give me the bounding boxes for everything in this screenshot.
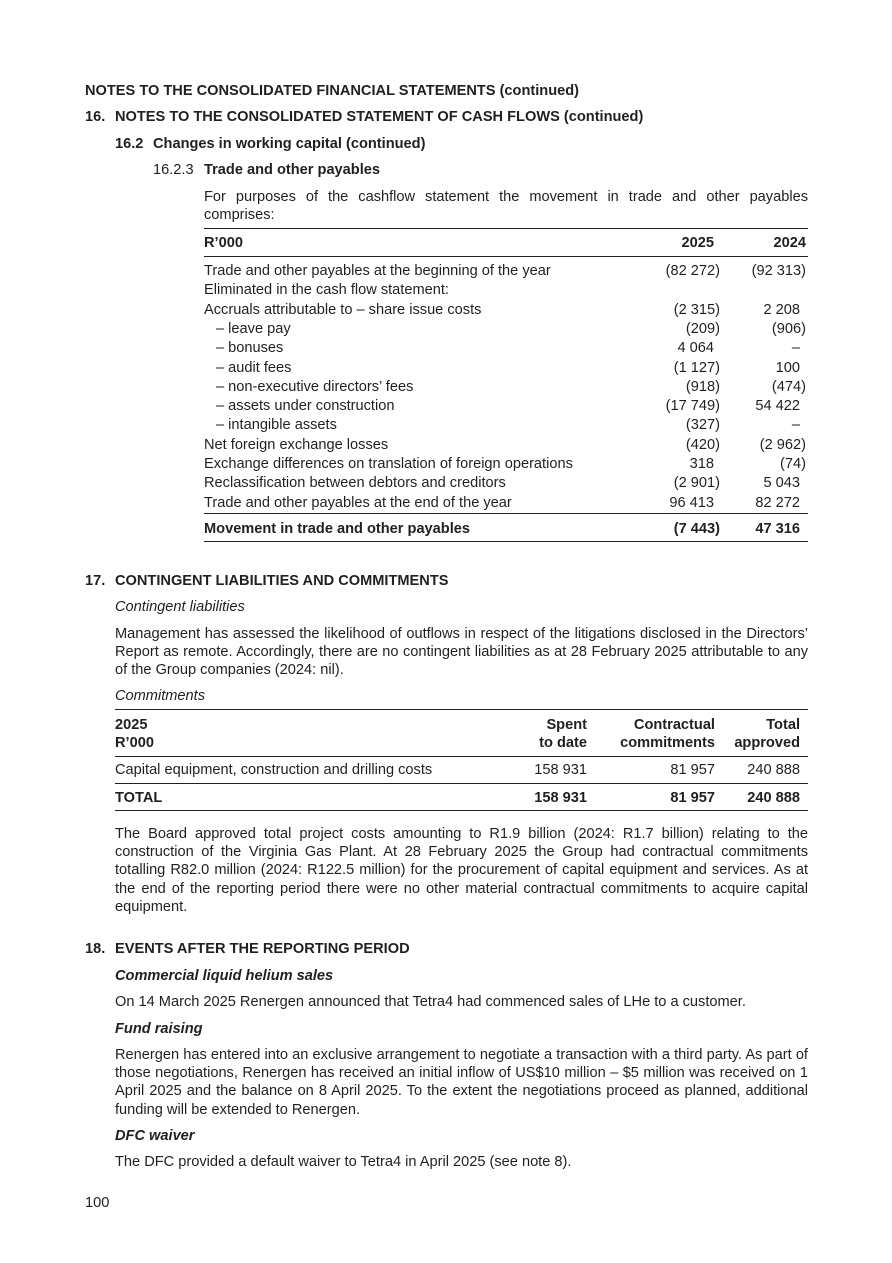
- payables-row-label: Accruals attributable to – share issue costs: [204, 301, 482, 318]
- commit-total-label: TOTAL: [115, 790, 163, 806]
- commit-top-rule: [115, 709, 808, 710]
- payables-row-2025: (918): [685, 378, 720, 395]
- payables-row-2025: (17 749): [665, 398, 720, 415]
- payables-intro: For purposes of the cashflow statement the movement in trade and other payables comprises:: [204, 189, 808, 224]
- payables-row-2025: 96 413: [669, 494, 714, 511]
- note17-title: CONTINGENT LIABILITIES AND COMMITMENTS: [115, 573, 449, 589]
- payables-row-label: – audit fees: [216, 359, 292, 376]
- commit-col2-line2: commitments: [620, 735, 715, 751]
- note17-number: 17.: [85, 573, 106, 589]
- payables-row-label: – bonuses: [216, 340, 284, 357]
- payables-row-label: Exchange differences on translation of foreign operations: [204, 456, 573, 472]
- payables-row-2024: 5 043: [763, 475, 800, 492]
- payables-row-label: – leave pay: [216, 320, 291, 337]
- page-number: 100: [85, 1195, 110, 1211]
- commit-head-unit: R’000: [115, 735, 154, 751]
- commit-total-v2: 81 957: [670, 790, 715, 806]
- payables-row-label: – assets under construction: [216, 398, 395, 415]
- commit-col3-line1: Total: [766, 717, 800, 733]
- payables-row-2024: –: [791, 340, 800, 357]
- total-label: Movement in trade and other payables: [204, 521, 470, 537]
- event-text-fund: Renergen has entered into an exclusive arrangement to negotiate a transaction with a third party. As part of those negotiations, Renergen has received an initial inflow of US$10 million – $5 million was received on 1 April 2025 and the balance on 8 April 2025. To the extent the negotiations proceed as planned, additional funding will be extended to Renergen.: [115, 1047, 808, 1118]
- payables-row-2024: –: [791, 417, 800, 434]
- payables-row-2025: 318: [689, 456, 714, 472]
- payables-row-label: – intangible assets: [216, 417, 337, 434]
- payables-row-label: Eliminated in the cash flow statement:: [204, 282, 449, 299]
- subsection-title: Changes in working capital (continued): [153, 136, 426, 152]
- table-bottom-rule: [204, 541, 808, 542]
- main-title: NOTES TO THE CONSOLIDATED FINANCIAL STATEMENTS (continued): [85, 83, 580, 99]
- commit-col2-line1: Contractual: [633, 717, 715, 733]
- table-total-top-rule: [204, 513, 808, 514]
- payables-row-2024: (474): [771, 378, 806, 395]
- note18-number: 18.: [85, 941, 106, 957]
- payables-row-2025: (82 272): [665, 263, 720, 279]
- payables-row-label: – non-executive directors’ fees: [216, 378, 414, 395]
- payables-row-2025: 4 064: [677, 340, 714, 357]
- col-header-2024: 2024: [773, 235, 806, 251]
- payables-row-2024: 2 208: [763, 301, 800, 318]
- event-heading-dfc: DFC waiver: [115, 1128, 195, 1144]
- commit-bottom-rule: [115, 810, 808, 811]
- col-header-unit: R’000: [204, 235, 243, 251]
- payables-row-label: Net foreign exchange losses: [204, 436, 389, 453]
- payables-row-2025: (327): [685, 417, 720, 434]
- payables-row-2025: (2 901): [673, 475, 720, 492]
- commit-col3-line2: approved: [734, 735, 800, 751]
- contingent-text: Management has assessed the likelihood of outflows in respect of the litigations disclosed in the Directors’ Report as remote. Accordingly, there are no contingent liabilities as at 28 February 2025 attributable to any of the Group companies (2024: nil).: [115, 626, 808, 679]
- payables-row-label: Reclassification between debtors and creditors: [204, 475, 506, 492]
- payables-row-2024: 100: [775, 359, 800, 376]
- subsubsection-number: 16.2.3: [153, 162, 194, 178]
- table-top-rule: [204, 228, 808, 229]
- payables-row-label: Trade and other payables at the beginning of the year: [204, 263, 551, 279]
- event-heading-fund: Fund raising: [115, 1021, 203, 1037]
- subsubsection-title: Trade and other payables: [204, 162, 380, 178]
- event-text-dfc: The DFC provided a default waiver to Tetra4 in April 2025 (see note 8).: [115, 1154, 572, 1170]
- total-2025: (7 443): [673, 521, 720, 537]
- payables-row-2024: (906): [771, 320, 806, 337]
- payables-row-2024: 82 272: [755, 494, 800, 511]
- total-2024: 47 316: [755, 521, 800, 537]
- event-heading-helium: Commercial liquid helium sales: [115, 968, 334, 984]
- commit-header-rule: [115, 756, 808, 757]
- payables-row-2024: (74): [780, 456, 806, 472]
- commit-col1-line2: to date: [539, 735, 587, 751]
- commitments-heading: Commitments: [115, 688, 206, 704]
- note16-number: 16.: [85, 109, 106, 125]
- payables-row-2025: (420): [685, 436, 720, 453]
- commit-row-v1: 158 931: [534, 762, 587, 778]
- event-text-helium: On 14 March 2025 Renergen announced that Tetra4 had commenced sales of LHe to a customer.: [115, 994, 746, 1010]
- payables-row-label: Trade and other payables at the end of the year: [204, 494, 512, 511]
- payables-row-2025: (1 127): [673, 359, 720, 376]
- contingent-heading: Contingent liabilities: [115, 599, 245, 615]
- table-header-rule: [204, 256, 808, 257]
- note16-title: NOTES TO THE CONSOLIDATED STATEMENT OF CASH FLOWS (continued): [115, 109, 644, 125]
- commit-row-label: Capital equipment, construction and drilling costs: [115, 762, 433, 778]
- commit-head-year: 2025: [115, 717, 148, 733]
- commit-col1-line1: Spent: [546, 717, 587, 733]
- col-header-2025: 2025: [681, 235, 714, 251]
- payables-row-2025: (2 315): [673, 301, 720, 318]
- note18-title: EVENTS AFTER THE REPORTING PERIOD: [115, 941, 410, 957]
- commit-total-top-rule: [115, 783, 808, 784]
- subsection-number: 16.2: [115, 136, 144, 152]
- payables-row-2025: (209): [685, 320, 720, 337]
- payables-row-2024: (2 962): [759, 436, 806, 453]
- payables-row-2024: 54 422: [755, 398, 800, 415]
- commit-row-v3: 240 888: [747, 762, 800, 778]
- commit-total-v3: 240 888: [747, 790, 800, 806]
- board-text: The Board approved total project costs amounting to R1.9 billion (2024: R1.7 billion) relating to the construction of the Virginia Gas Plant. At 28 February 2025 the Group had contractual commitments totalling R82.0 million (2024: R122.5 million) for the procurement of capital equipment and services. As at the end of the reporting period there were no other material contractual commitments to acquire capital equipment.: [115, 826, 808, 915]
- payables-row-2024: (92 313): [751, 263, 806, 279]
- commit-total-v1: 158 931: [534, 790, 587, 806]
- commit-row-v2: 81 957: [670, 762, 715, 778]
